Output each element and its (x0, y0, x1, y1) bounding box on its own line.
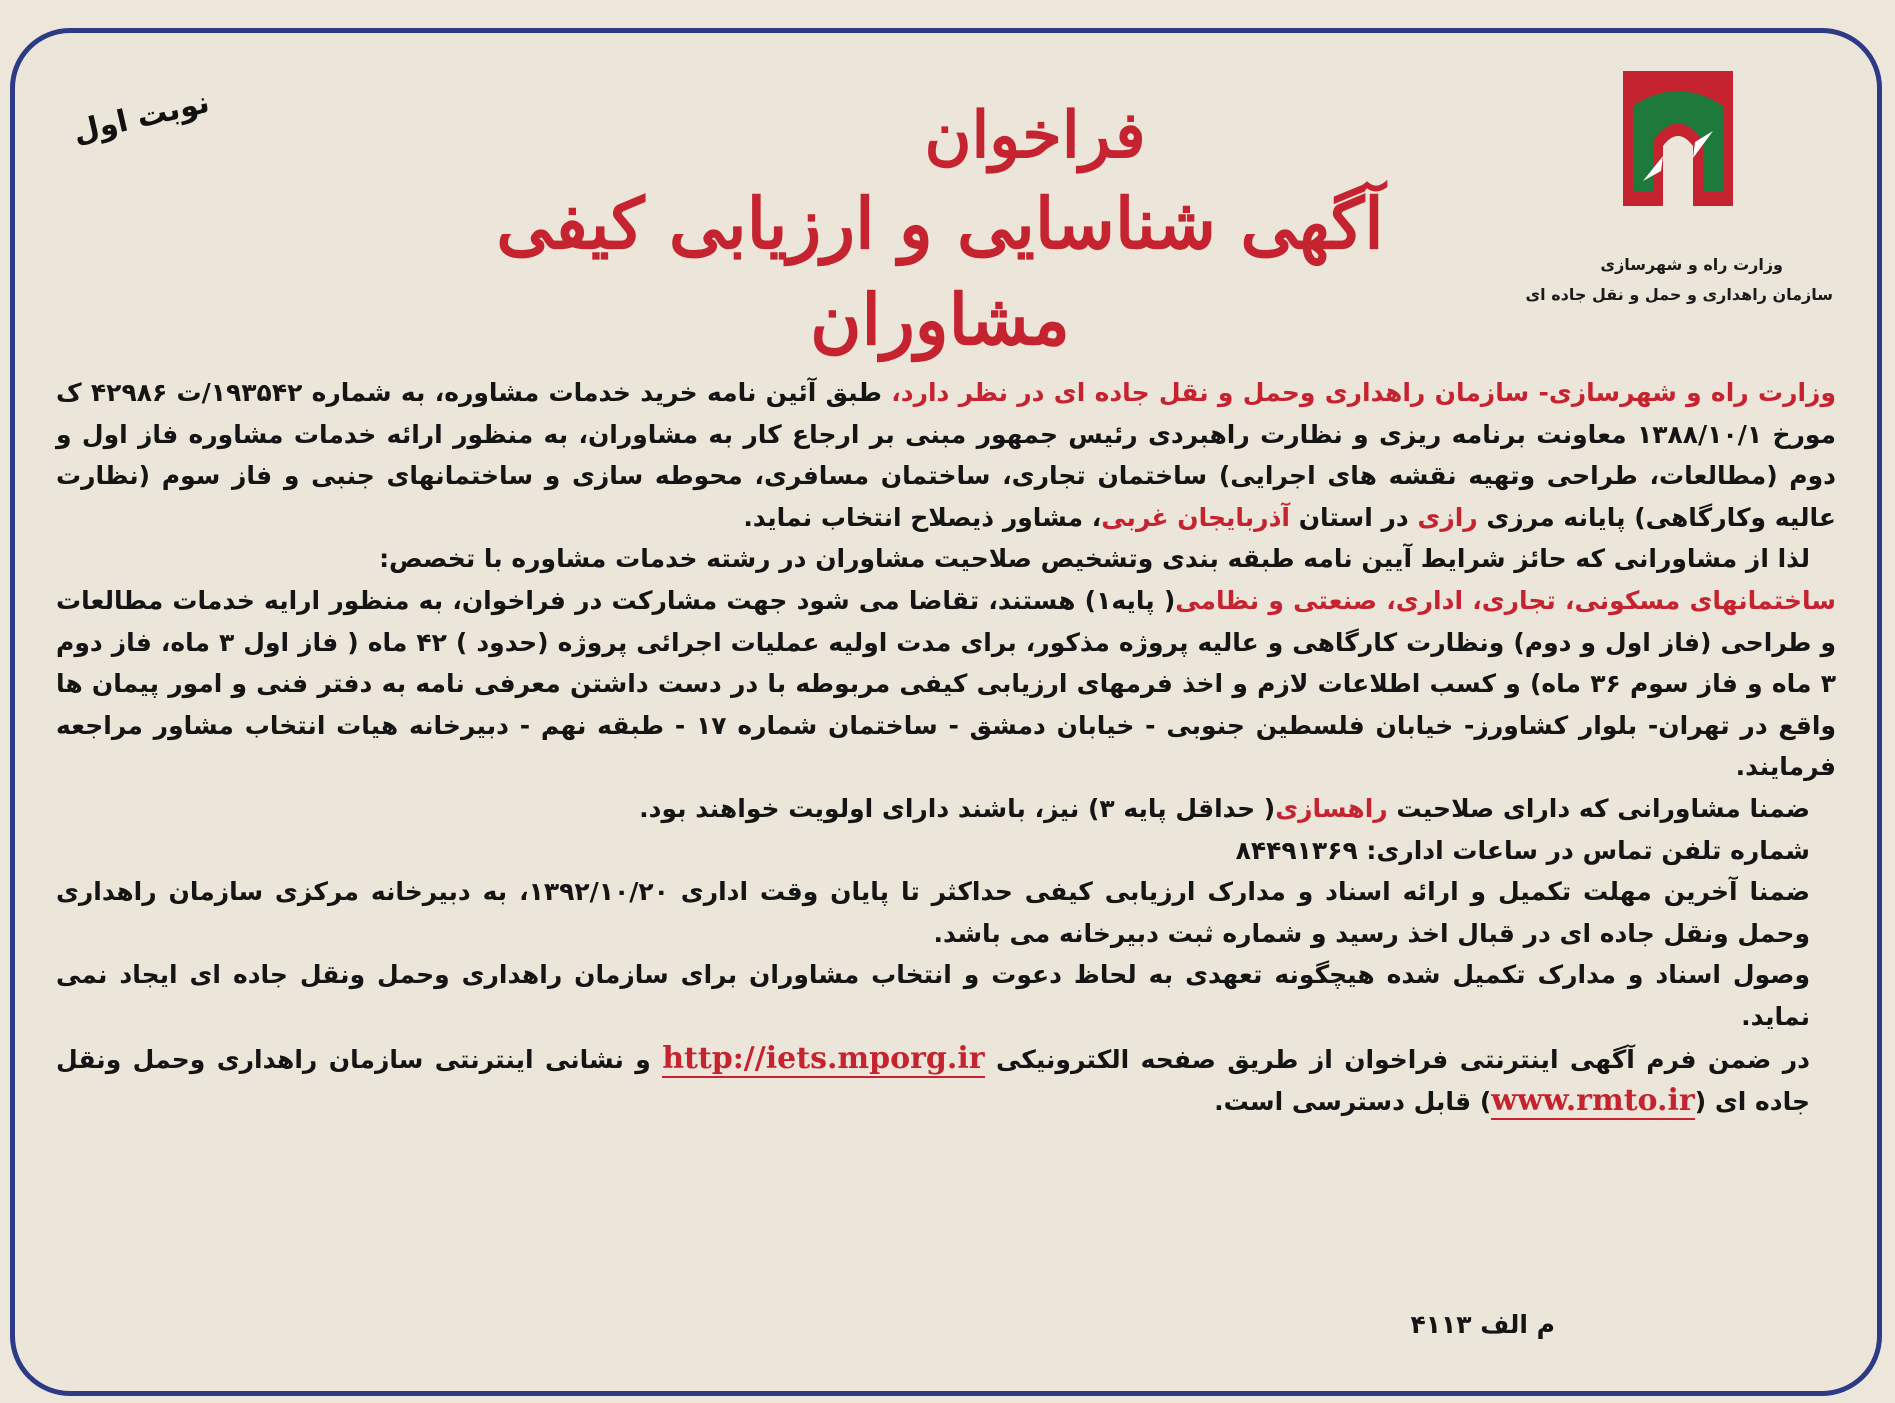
title-line-1: فراخوان (924, 98, 1146, 173)
paragraph-3-text: ( پایه۱) هستند، تقاضا می شود جهت مشارکت در فراخوان، به منظور ارایه خدمات مطالعات و طراحی (فاز اول و دوم) ونظارت کارگاهی و عالیه پروژه مذکور، برای مدت اولیه عملیات اجرائی پروژه (حدود ) ۴۲ ماه ( فاز اول ۳ ماه، فاز دوم ۳ ماه و فاز سوم ۳۶ ماه) و کسب اطلاعات لازم و اخذ فرمهای ارزیابی کیفی مربوطه با در دست داشتن معرفی نامه به دفتر فنی و امور پیمان ها واقع در تهران- بلوار کشاورز- خیابان فلسطین جنوبی - خیابان دمشق - ساختمان شماره ۱۷ - طبقه نهم - دبیرخانه هیات انتخاب مشاور مراجعه فرمایند. (56, 585, 1836, 782)
phone-line: شماره تلفن تماس در ساعات اداری: ۸۴۴۹۱۳۶۹ (1235, 835, 1810, 865)
paragraph-4 (56, 788, 1836, 830)
ministry-name: وزارت راه و شهرسازی (1600, 255, 1783, 274)
paragraph-3 (56, 580, 1836, 788)
paragraph-1 (56, 372, 1836, 538)
specialty-highlight: ساختمانهای مسکونی، تجاری، اداری، صنعتی و نظامی (1175, 585, 1837, 615)
road-construction-highlight: راهسازی (1275, 793, 1388, 823)
paragraph-links-text: در ضمن فرم آگهی اینترنتی فراخوان از طریق صفحه الکترونیکی (984, 1044, 1810, 1074)
paragraph-links-text-b: و نشانی اینترنتی سازمان راهداری وحمل ونقل جاده ای ( (56, 1044, 1810, 1117)
paragraph-deadline: ضمنا آخرین مهلت تکمیل و ارائه اسناد و مدارک ارزیابی کیفی حداکثر تا پایان وقت اداری ۱۳۹۲/۱۰/۲۰، به دبیرخانه مرکزی سازمان راهداری وحمل ونقل جاده ای در قبال اخذ رسید و شماره ثبت دبیرخانه می باشد. (56, 877, 1810, 948)
rmto-link[interactable]: www.rmto.ir (1491, 1083, 1695, 1119)
terminal-name: رازی (1417, 502, 1478, 532)
paragraph-links-text-c: ) قابل دسترسی است. (1214, 1087, 1492, 1117)
paragraph-1-text-c: ، مشاور ذیصلاح انتخاب نماید. (743, 502, 1102, 532)
paragraph-1-text: طبق آئین نامه خرید خدمات مشاوره، به شماره ۱۹۳۵۴۲/ت ۴۲۹۸۶ ک مورخ ۱۳۸۸/۱۰/۱ معاونت برنامه ریزی و نظارت راهبردی رئیس جمهور مبنی بر ارجاع کار به مشاوران، به منظور ارائه خدمات مشاوره فاز اول و دوم (مطالعات، طراحی وتهیه نقشه های اجرایی) ساختمان تجاری، ساختمان مسافری، محوطه سازی و ساختمانهای جنبی و فاز سوم (نظارت عالیه وکارگاهی) پایانه مرزی (56, 378, 1837, 532)
ministry-caption (1513, 250, 1833, 310)
province-name: آذربایجان غربی (1101, 502, 1290, 532)
organization-name: سازمان راهداری و حمل و نقل جاده ای (1525, 285, 1833, 304)
ministry-highlight: وزارت راه و شهرسازی- سازمان راهداری وحمل و نقل جاده ای در نظر دارد، (891, 378, 1836, 407)
rmto-logo-icon (1603, 66, 1753, 216)
notice-body (56, 372, 1836, 1123)
paragraph-2: لذا از مشاورانی که حائز شرایط آیین نامه طبقه بندی وتشخیص صلاحیت مشاوران در رشته خدمات مشاوره با تخصص: (379, 544, 1810, 574)
ad-code: م الف ۴۱۱۳ (1410, 1310, 1555, 1339)
title-line-2: آگهی شناسایی و ارزیابی کیفی مشاوران (496, 182, 1384, 361)
paragraph-1-text-b: در استان (1289, 502, 1418, 532)
paragraph-disclaimer: وصول اسناد و مدارک تکمیل شده هیچگونه تعهدی به لحاظ دعوت و انتخاب مشاوران برای سازمان راهداری وحمل ونقل جاده ای ایجاد نمی نماید. (56, 960, 1810, 1031)
round-label: نوبت اول (69, 84, 213, 151)
notice-title (380, 96, 1500, 368)
paragraph-links (56, 1038, 1836, 1123)
paragraph-4-text: ضمنا مشاورانی که دارای صلاحیت (1387, 793, 1810, 823)
iets-link[interactable]: http://iets.mporg.ir (662, 1040, 985, 1076)
paragraph-4-text-b: ( حداقل پایه ۳) نیز، باشند دارای اولویت خواهند بود. (639, 793, 1276, 823)
